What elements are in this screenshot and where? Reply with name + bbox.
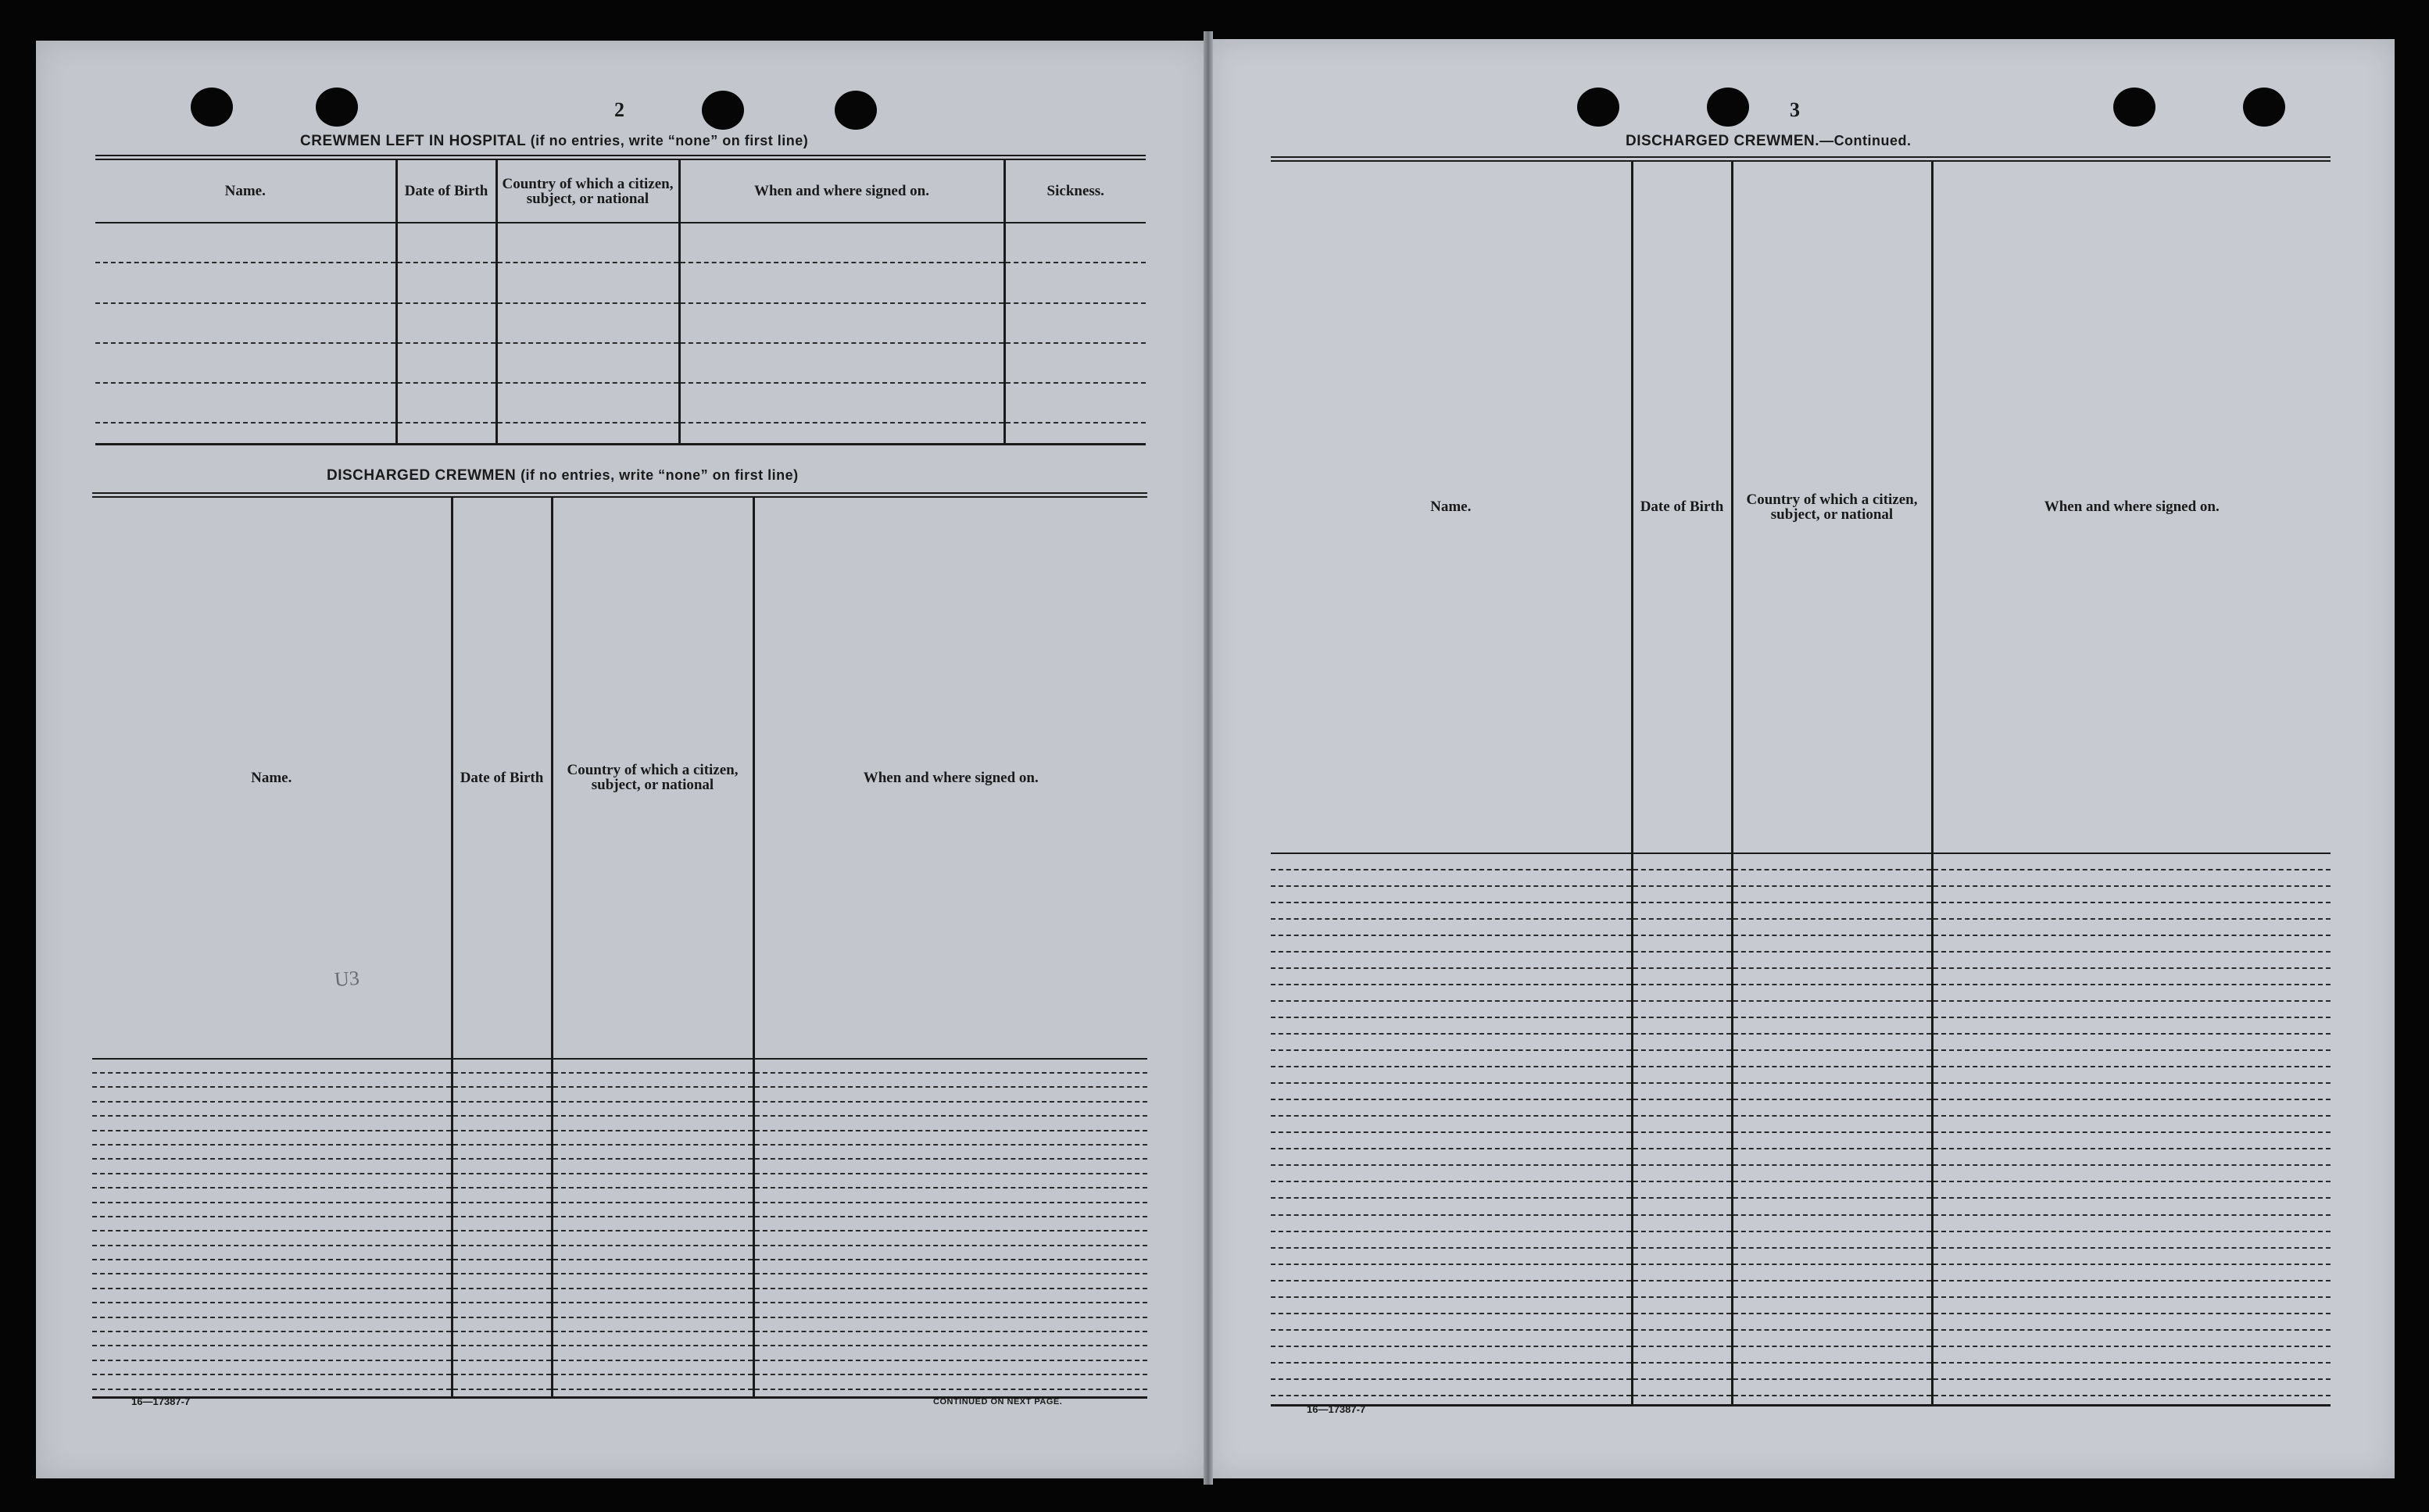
table-row: [95, 223, 1146, 263]
table-row: [95, 303, 1146, 343]
table-row: [92, 1317, 1147, 1331]
column-header-name: Name.: [92, 498, 452, 1059]
table-row: [1271, 1116, 2331, 1132]
column-header-date-of-birth: Date of Birth: [452, 498, 552, 1059]
table-row: [1271, 935, 2331, 952]
table-row: [1271, 985, 2331, 1001]
section-title-text: DISCHARGED CREWMEN: [327, 467, 517, 484]
table-row: [1271, 919, 2331, 935]
table-row: [92, 1188, 1147, 1202]
table-row: [92, 1102, 1147, 1116]
column-header-sickness: Sickness.: [1004, 160, 1146, 223]
table-row: [1271, 1330, 2331, 1346]
table-row: [95, 343, 1146, 383]
column-header-signed-on: When and where signed on.: [679, 160, 1004, 223]
punch-hole-icon: [1707, 88, 1749, 127]
table-row: [1271, 1083, 2331, 1099]
punch-hole-icon: [702, 91, 744, 130]
table-row: [1271, 1001, 2331, 1017]
punch-hole-icon: [1577, 88, 1619, 127]
table-row: [95, 423, 1146, 443]
column-header-date-of-birth: Date of Birth: [396, 160, 496, 223]
column-header-signed-on: When and where signed on.: [753, 498, 1147, 1059]
discharged-continued-title: [1626, 133, 1912, 150]
table-row: [92, 1087, 1147, 1101]
table-row: [92, 1374, 1147, 1389]
column-header-name: Name.: [1271, 162, 1632, 853]
table-row: [1271, 952, 2331, 968]
table-row: [1271, 1165, 2331, 1181]
continued-note: CONTINUED ON NEXT PAGE.: [933, 1397, 1063, 1407]
table-row: [1271, 1132, 2331, 1149]
discharged-section-title: [327, 467, 799, 484]
table-row: [92, 1159, 1147, 1173]
table-row: [1271, 1067, 2331, 1083]
hospital-table: [95, 155, 1146, 445]
table-row: [1271, 968, 2331, 985]
table-row: [92, 1131, 1147, 1145]
table-row: [92, 1346, 1147, 1360]
punch-hole-icon: [191, 88, 233, 127]
table-row: [1271, 1264, 2331, 1281]
faint-stamp: U3: [333, 966, 360, 992]
column-header-country: Country of which a citizen, subject, or national: [496, 160, 679, 223]
table-row: [92, 1331, 1147, 1346]
page-number: 3: [1790, 98, 1800, 121]
punch-hole-icon: [2113, 88, 2155, 127]
page-number: 2: [614, 98, 624, 121]
table-row: [1271, 1379, 2331, 1396]
table-row: [92, 1059, 1147, 1073]
table-row: [1271, 1231, 2331, 1248]
table-row: [92, 1231, 1147, 1245]
table-row: [92, 1274, 1147, 1288]
table-row: [92, 1203, 1147, 1217]
table-row: [1271, 1215, 2331, 1231]
column-header-date-of-birth: Date of Birth: [1632, 162, 1732, 853]
column-header-name: Name.: [95, 160, 396, 223]
discharged-table-right: [1271, 156, 2331, 1407]
table-row: [92, 1260, 1147, 1274]
form-number: 16—17387-7: [131, 1396, 191, 1407]
column-header-country: Country of which a citizen, subject, or national: [552, 498, 753, 1059]
column-header-country: Country of which a citizen, subject, or national: [1732, 162, 1932, 853]
table-row: [92, 1217, 1147, 1231]
discharged-table-left: [92, 492, 1147, 1399]
table-row: [1271, 870, 2331, 886]
table-row: [1271, 1198, 2331, 1214]
table-row: [1271, 1363, 2331, 1379]
column-header-signed-on: When and where signed on.: [1932, 162, 2331, 853]
table-row: [92, 1073, 1147, 1087]
table-row: [1271, 1034, 2331, 1050]
table-row: [92, 1145, 1147, 1159]
table-row: [1271, 1050, 2331, 1067]
section-subtitle: (if no entries, write “none” on first line): [530, 133, 809, 148]
section-title-text: DISCHARGED CREWMEN.: [1626, 133, 1820, 149]
form-number: 16—17387-7: [1307, 1403, 1366, 1415]
table-row: [1271, 903, 2331, 919]
table-row: [95, 263, 1146, 302]
punch-hole-icon: [316, 88, 358, 127]
table-row: [1271, 853, 2331, 870]
table-row: [1271, 1346, 2331, 1363]
table-row: [1271, 1181, 2331, 1198]
page-fold: [1204, 31, 1213, 1485]
table-row: [1271, 1099, 2331, 1116]
punch-hole-icon: [835, 91, 877, 130]
section-title-text: CREWMEN LEFT IN HOSPITAL: [300, 133, 526, 149]
table-row: [92, 1360, 1147, 1374]
table-row: [1271, 1017, 2331, 1034]
section-subtitle: (if no entries, write “none” on first line): [520, 467, 799, 483]
table-row: [92, 1246, 1147, 1260]
table-row: [92, 1116, 1147, 1130]
table-row: [92, 1289, 1147, 1303]
table-row: [1271, 1149, 2331, 1165]
table-row: [1271, 886, 2331, 903]
punch-hole-icon: [2243, 88, 2285, 127]
table-row: [1271, 1396, 2331, 1404]
table-row: [95, 383, 1146, 423]
table-row: [92, 1174, 1147, 1188]
table-row: [92, 1389, 1147, 1396]
table-row: [1271, 1281, 2331, 1297]
hospital-section-title: [300, 133, 808, 150]
table-row: [1271, 1248, 2331, 1264]
table-row: [1271, 1297, 2331, 1314]
section-subtitle: —Continued.: [1819, 133, 1912, 148]
table-row: [92, 1303, 1147, 1317]
table-row: [1271, 1314, 2331, 1330]
